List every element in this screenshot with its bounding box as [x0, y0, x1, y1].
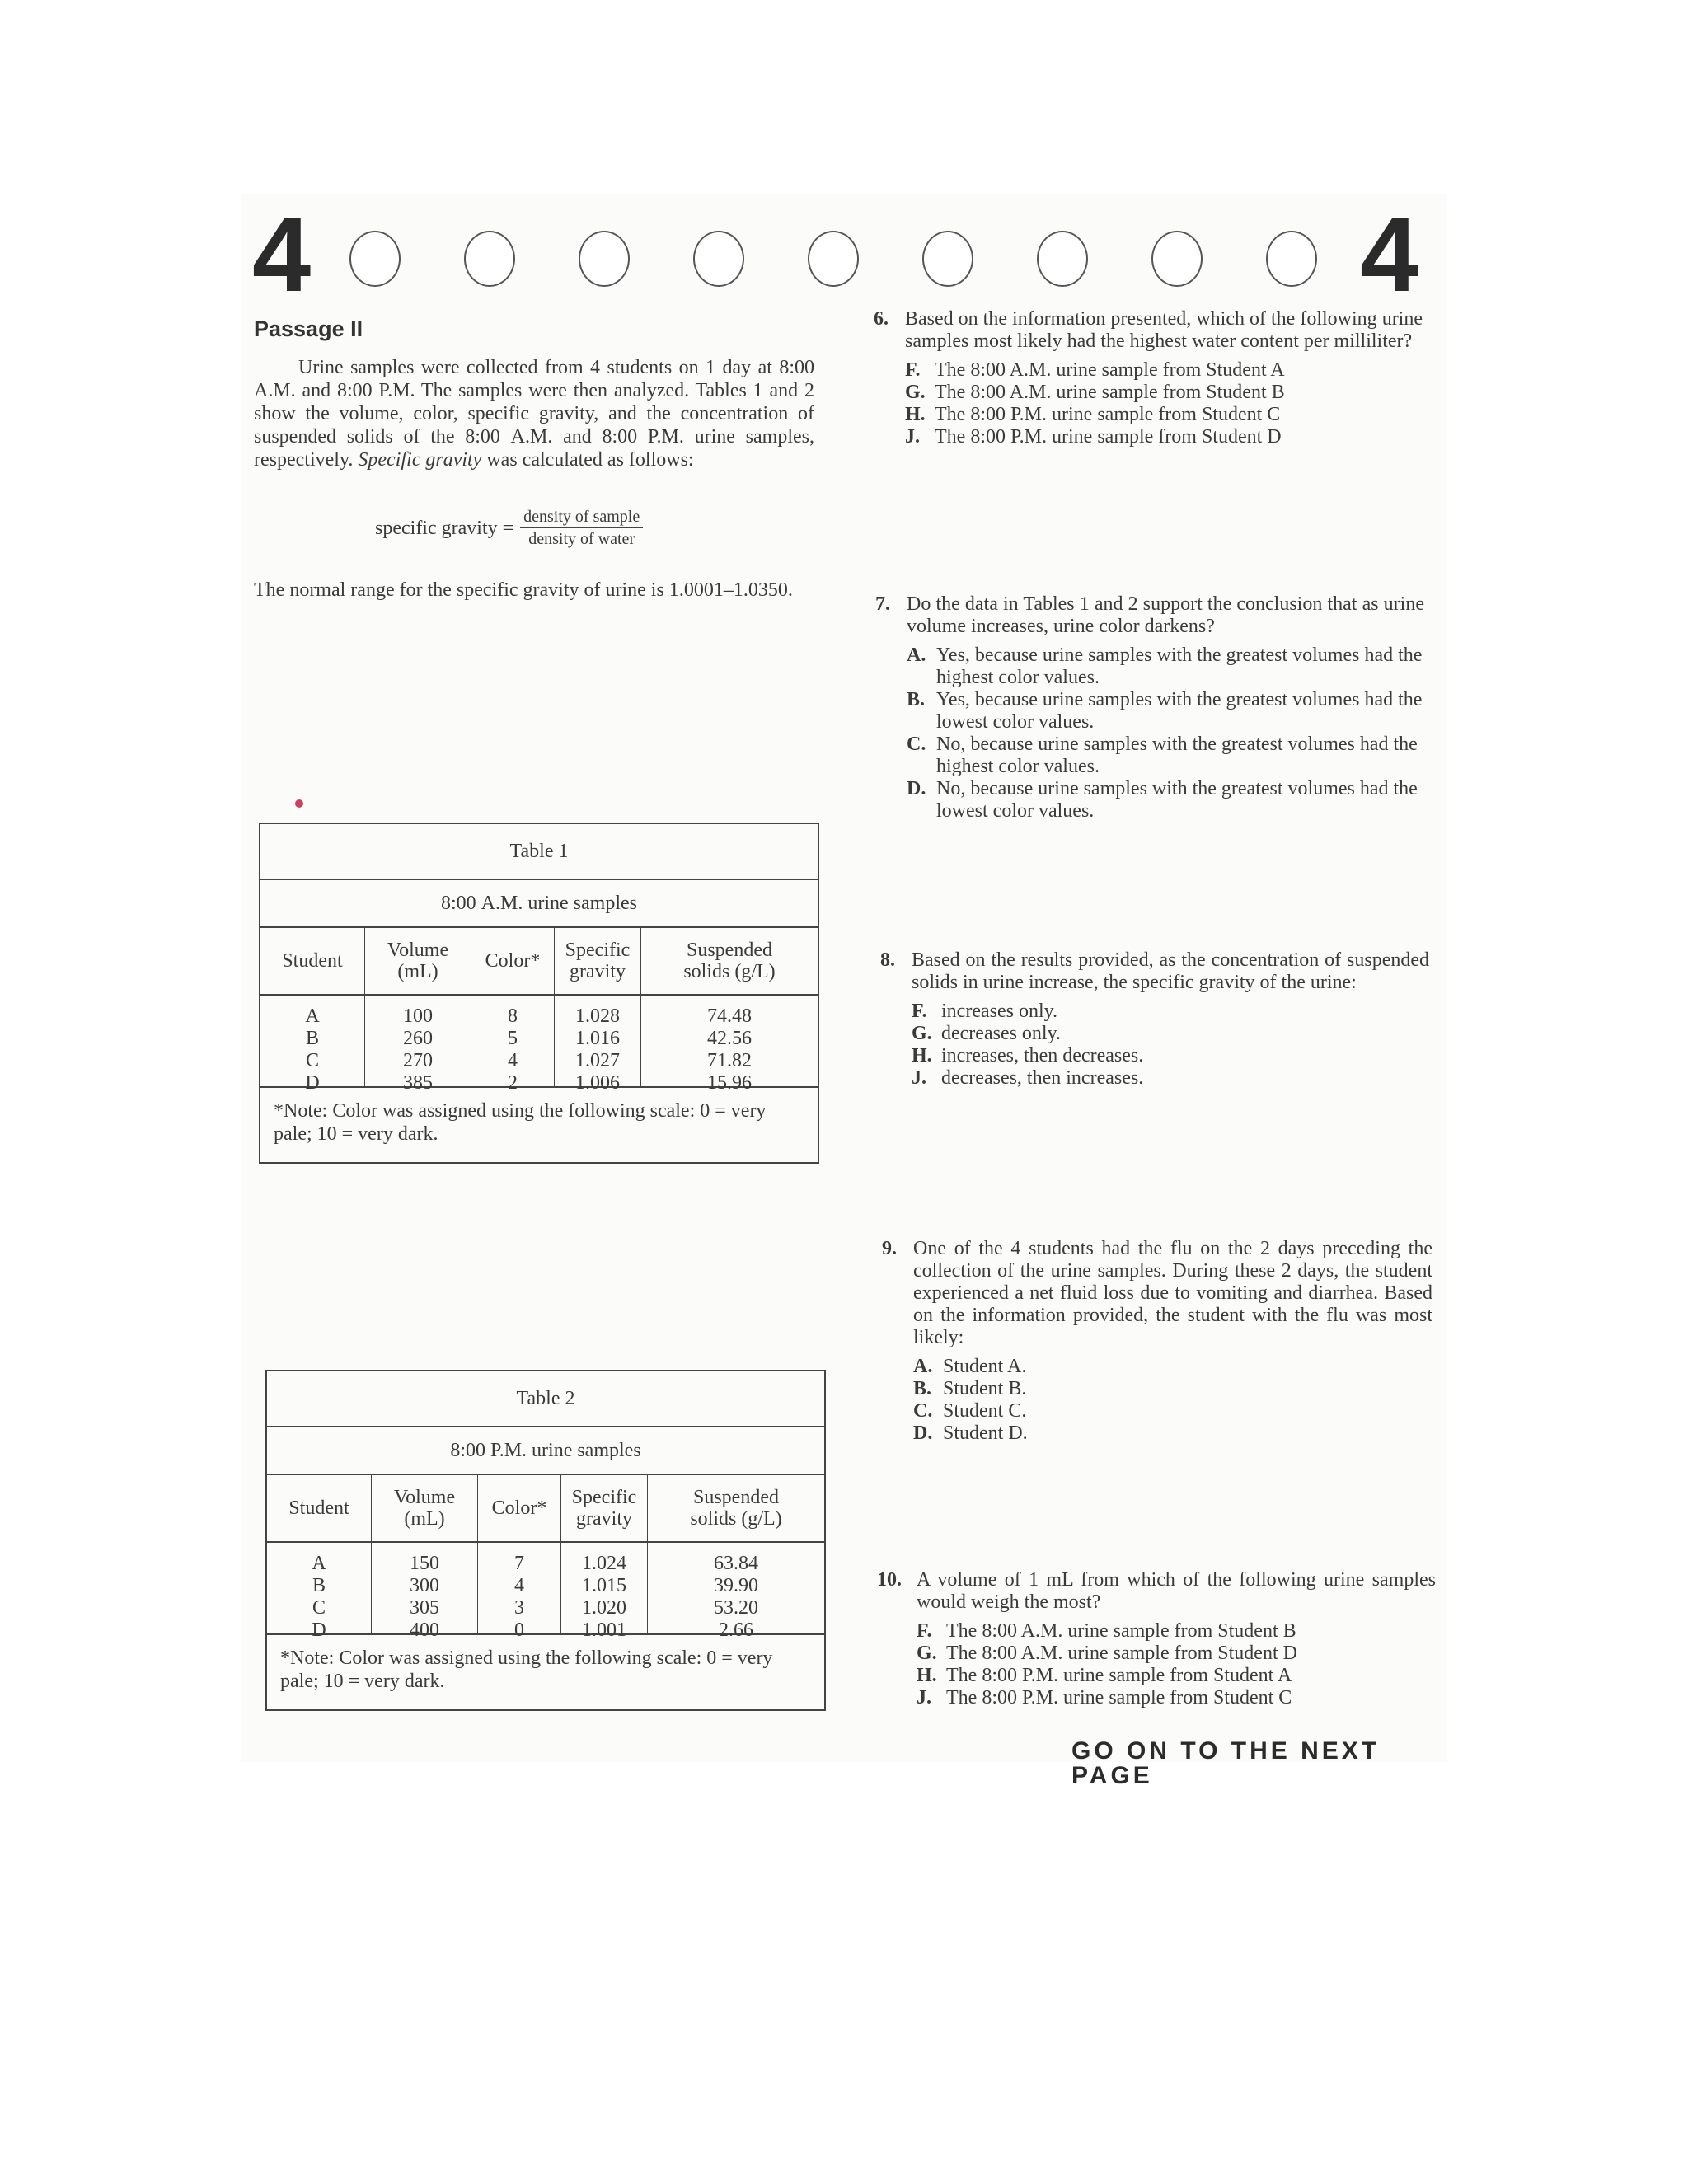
table-cell: 1.028	[575, 1005, 620, 1027]
answer-bubble	[349, 231, 401, 287]
solids-column	[648, 1543, 824, 1641]
table-cell: 53.20	[714, 1597, 758, 1619]
table-cell: 305	[410, 1597, 439, 1619]
column-header	[267, 1475, 372, 1541]
answer-option[interactable]	[913, 1356, 1432, 1378]
pm-label: P.M.	[647, 426, 684, 448]
specific-gravity-formula	[375, 508, 643, 549]
answer-bubble	[1266, 231, 1317, 287]
option-text: The 8:00 A.M. urine sample from Student A	[935, 359, 1285, 381]
table-cell: 1.001	[582, 1619, 626, 1641]
option-letter: J.	[905, 426, 920, 448]
intro-text: and 8:00	[552, 426, 648, 448]
answer-option[interactable]	[905, 359, 1423, 382]
question-stem: Do the data in Tables 1 and 2 support the conclusion that as urine volume increases, urine color darkens?	[907, 593, 1424, 637]
question-stem: Based on the information presented, which of the following urine samples most likely had the highest water content per milliliter?	[905, 308, 1423, 352]
next-page-footer: GO ON TO THE NEXT PAGE	[1071, 1737, 1381, 1789]
table-cell: 71.82	[707, 1050, 752, 1071]
option-letter: B.	[913, 1378, 932, 1399]
table-cell: 8	[508, 1005, 518, 1027]
option-letter: C.	[907, 733, 926, 755]
table-cell: 7	[514, 1553, 524, 1574]
answer-option[interactable]	[907, 644, 1424, 689]
table-body	[260, 996, 818, 1094]
question-stem: Based on the results provided, as the concentration of suspended solids in urine increase, the specific gravity of the urine:	[912, 949, 1429, 993]
formula-lhs: specific gravity =	[375, 517, 514, 539]
table-cell: C	[312, 1597, 326, 1619]
table-cell: D	[312, 1619, 326, 1641]
table-cell: 1.020	[582, 1597, 626, 1619]
header-text: Color*	[485, 950, 541, 972]
table-cell: 42.56	[707, 1028, 752, 1049]
question-8	[880, 949, 1429, 1090]
passage-intro	[254, 356, 814, 471]
table-cell: 2.66	[719, 1619, 753, 1641]
table-subtitle	[260, 880, 818, 928]
option-text: increases, then decreases.	[941, 1045, 1144, 1066]
table-cell: C	[305, 1050, 319, 1071]
answer-bubble	[579, 231, 630, 287]
option-text: The 8:00 P.M. urine sample from Student C	[946, 1687, 1292, 1708]
header-text: Specific gravity	[565, 940, 631, 982]
question-number: 6.	[874, 308, 889, 330]
answer-option[interactable]	[912, 1067, 1429, 1090]
answer-option[interactable]	[905, 426, 1423, 448]
option-text: No, because urine samples with the greatest volumes had the lowest color values.	[936, 778, 1418, 822]
option-text: Student B.	[943, 1378, 1027, 1399]
intro-term: Specific gravity	[358, 449, 482, 471]
table-cell: 1.016	[575, 1028, 620, 1049]
option-text: decreases only.	[941, 1023, 1062, 1044]
table-subtitle	[267, 1427, 824, 1475]
intro-text: was calculated as follows:	[481, 449, 694, 471]
table-header-row	[260, 928, 818, 996]
table-note: *Note: Color was assigned using the following scale: 0 = very pale; 10 = very dark.	[280, 1647, 773, 1692]
option-letter: C.	[913, 1400, 933, 1422]
table-cell: 3	[514, 1597, 524, 1619]
option-text: No, because urine samples with the greatest volumes had the highest color values.	[936, 733, 1418, 777]
table-cell: 385	[403, 1072, 433, 1094]
table-cell: 4	[514, 1575, 524, 1596]
color-column	[471, 996, 555, 1094]
volume-column	[365, 996, 471, 1094]
answer-bubble	[808, 231, 859, 287]
option-letter: G.	[917, 1643, 937, 1664]
table-cell: 4	[508, 1050, 518, 1071]
option-letter: H.	[905, 404, 926, 425]
header-text: Specific gravity	[571, 1487, 637, 1530]
answer-bubble	[922, 231, 973, 287]
question-number: 9.	[882, 1238, 897, 1259]
answer-option[interactable]	[917, 1687, 1436, 1709]
answer-bubble	[1151, 231, 1203, 287]
formula-numerator: density of sample	[520, 508, 643, 528]
table-cell: A	[305, 1005, 320, 1027]
answer-option[interactable]	[907, 689, 1424, 733]
table-cell: 39.90	[714, 1575, 758, 1596]
question-number: 10.	[877, 1569, 902, 1591]
option-text: The 8:00 P.M. urine sample from Student D	[935, 426, 1282, 448]
subtitle-text: 8:00	[441, 893, 481, 914]
table-cell: 260	[403, 1028, 433, 1049]
table-cell: B	[305, 1028, 319, 1049]
table-cell: 15.96	[707, 1072, 752, 1094]
answer-option[interactable]	[912, 1023, 1429, 1045]
header-text: Student	[282, 950, 343, 972]
formula-fraction	[520, 508, 643, 549]
table-cell: 300	[410, 1575, 439, 1596]
subtitle-time: P.M.	[490, 1440, 528, 1461]
formula-denominator: density of water	[528, 530, 635, 548]
option-letter: F.	[917, 1620, 932, 1642]
option-text: increases only.	[941, 1001, 1058, 1022]
solids-column	[641, 996, 818, 1094]
table-caption: Table 1	[260, 824, 818, 880]
answer-option[interactable]	[907, 733, 1424, 778]
option-text: decreases, then increases.	[941, 1067, 1144, 1089]
intro-text: The samples were then analyzed. Tables 1 and 2 show the volume, color, specific gravity, and the concentration of suspended solids of the 8:00	[254, 380, 814, 448]
answer-option[interactable]	[913, 1422, 1432, 1445]
am-label: A.M.	[254, 380, 296, 401]
question-stem: A volume of 1 mL from which of the following urine samples would weigh the most?	[917, 1569, 1436, 1613]
answer-bubble	[1037, 231, 1088, 287]
option-text: The 8:00 A.M. urine sample from Student B	[946, 1620, 1296, 1642]
table-cell: 1.006	[575, 1072, 620, 1094]
table-2	[265, 1370, 826, 1711]
column-header	[260, 928, 365, 994]
normal-range-text: The normal range for the specific gravity of urine is 1.0001–1.0350.	[254, 579, 793, 601]
am-label: A.M.	[510, 426, 553, 448]
option-text: Student D.	[943, 1422, 1028, 1444]
column-header	[471, 928, 555, 994]
table-cell: D	[305, 1072, 320, 1094]
header-text: Volume (mL)	[387, 940, 449, 982]
answer-option[interactable]	[917, 1643, 1436, 1665]
answer-option[interactable]	[907, 778, 1424, 823]
option-letter: J.	[917, 1687, 931, 1708]
intro-text: urine samples, respectively.	[254, 426, 814, 471]
question-7	[875, 593, 1424, 823]
option-letter: F.	[912, 1001, 927, 1022]
student-column	[260, 996, 365, 1094]
subtitle-text: urine samples	[527, 1440, 641, 1461]
table-note: *Note: Color was assigned using the following scale: 0 = very pale; 10 = very dark.	[274, 1100, 767, 1145]
option-text: Student A.	[943, 1356, 1027, 1377]
intro-text: and 8:00	[295, 380, 379, 401]
pm-label: P.M.	[378, 380, 415, 401]
table-cell: B	[312, 1575, 326, 1596]
answer-option[interactable]	[912, 1001, 1429, 1023]
column-header	[478, 1475, 561, 1541]
answer-option[interactable]	[917, 1665, 1436, 1687]
option-letter: H.	[917, 1665, 937, 1686]
question-number: 8.	[880, 949, 895, 971]
option-text: Yes, because urine samples with the greatest volumes had the lowest color values.	[936, 689, 1423, 733]
header-text: Color*	[491, 1497, 547, 1519]
gravity-column	[555, 996, 641, 1094]
header-text: Suspended solids (g/L)	[683, 940, 776, 982]
header-text: Volume (mL)	[393, 1487, 456, 1530]
header-text: Student	[288, 1497, 349, 1519]
table-cell: 63.84	[714, 1553, 758, 1574]
table-cell: A	[312, 1553, 326, 1574]
option-letter: H.	[912, 1045, 932, 1066]
option-text: The 8:00 P.M. urine sample from Student A	[946, 1665, 1292, 1686]
option-letter: D.	[913, 1422, 933, 1444]
column-header	[648, 1475, 824, 1541]
option-text: The 8:00 A.M. urine sample from Student D	[946, 1643, 1297, 1664]
column-header	[372, 1475, 478, 1541]
volume-column	[372, 1543, 478, 1641]
column-header	[365, 928, 471, 994]
color-column	[478, 1543, 561, 1641]
passage-title: Passage II	[254, 316, 363, 341]
option-letter: G.	[905, 382, 926, 403]
option-text: The 8:00 A.M. urine sample from Student B	[935, 382, 1285, 403]
option-letter: A.	[907, 644, 926, 666]
ink-mark	[295, 799, 303, 808]
table-cell: 5	[508, 1028, 518, 1049]
question-6	[874, 308, 1423, 448]
option-text: Yes, because urine samples with the greatest volumes had the highest color values.	[936, 644, 1423, 688]
answer-option[interactable]	[913, 1378, 1432, 1400]
section-number-right: 4	[1360, 196, 1419, 314]
option-letter: A.	[913, 1356, 933, 1377]
table-header-row	[267, 1475, 824, 1543]
option-text: Student C.	[943, 1400, 1027, 1422]
table-cell: 400	[410, 1619, 439, 1641]
option-letter: F.	[905, 359, 921, 381]
table-cell: 2	[508, 1072, 518, 1094]
option-letter: D.	[907, 778, 926, 799]
table-cell: 150	[410, 1553, 439, 1574]
subtitle-time: A.M.	[481, 893, 523, 914]
answer-option[interactable]	[913, 1400, 1432, 1422]
option-letter: G.	[912, 1023, 932, 1044]
table-cell: 0	[514, 1619, 524, 1641]
question-10	[877, 1569, 1436, 1709]
answer-option[interactable]	[917, 1620, 1436, 1643]
header-text: Suspended solids (g/L)	[690, 1487, 782, 1530]
option-text: The 8:00 P.M. urine sample from Student C	[935, 404, 1281, 425]
subtitle-text: urine samples	[523, 893, 637, 914]
table-cell: 74.48	[707, 1005, 752, 1027]
table-cell: 1.024	[582, 1553, 626, 1574]
answer-option[interactable]	[912, 1045, 1429, 1067]
table-caption: Table 2	[267, 1371, 824, 1427]
question-number: 7.	[875, 593, 890, 615]
table-cell: 1.027	[575, 1050, 620, 1071]
question-9	[882, 1238, 1432, 1445]
table-1	[259, 823, 819, 1164]
subtitle-text: 8:00	[450, 1440, 490, 1461]
table-body	[267, 1543, 824, 1641]
option-letter: J.	[912, 1067, 926, 1089]
gravity-column	[561, 1543, 648, 1641]
answer-option[interactable]	[905, 404, 1423, 426]
table-cell: 270	[403, 1050, 433, 1071]
answer-bubble	[464, 231, 515, 287]
column-header	[641, 928, 818, 994]
table-cell: 100	[403, 1005, 433, 1027]
column-header	[561, 1475, 648, 1541]
section-number-left: 4	[252, 196, 312, 314]
intro-text: Urine samples were collected from 4 students on 1 day at 8:00	[298, 357, 814, 378]
answer-bubble	[693, 231, 744, 287]
question-stem: One of the 4 students had the flu on the 2 days preceding the collection of the urine samples. During these 2 days, the student experienced a net fluid loss due to vomiting and diarrhea. Based on the information provided, the student with the flu was most likely:	[913, 1238, 1432, 1348]
table-cell: 1.015	[582, 1575, 626, 1596]
option-letter: B.	[907, 689, 926, 710]
student-column	[267, 1543, 372, 1641]
column-header	[555, 928, 641, 994]
answer-option[interactable]	[905, 382, 1423, 404]
